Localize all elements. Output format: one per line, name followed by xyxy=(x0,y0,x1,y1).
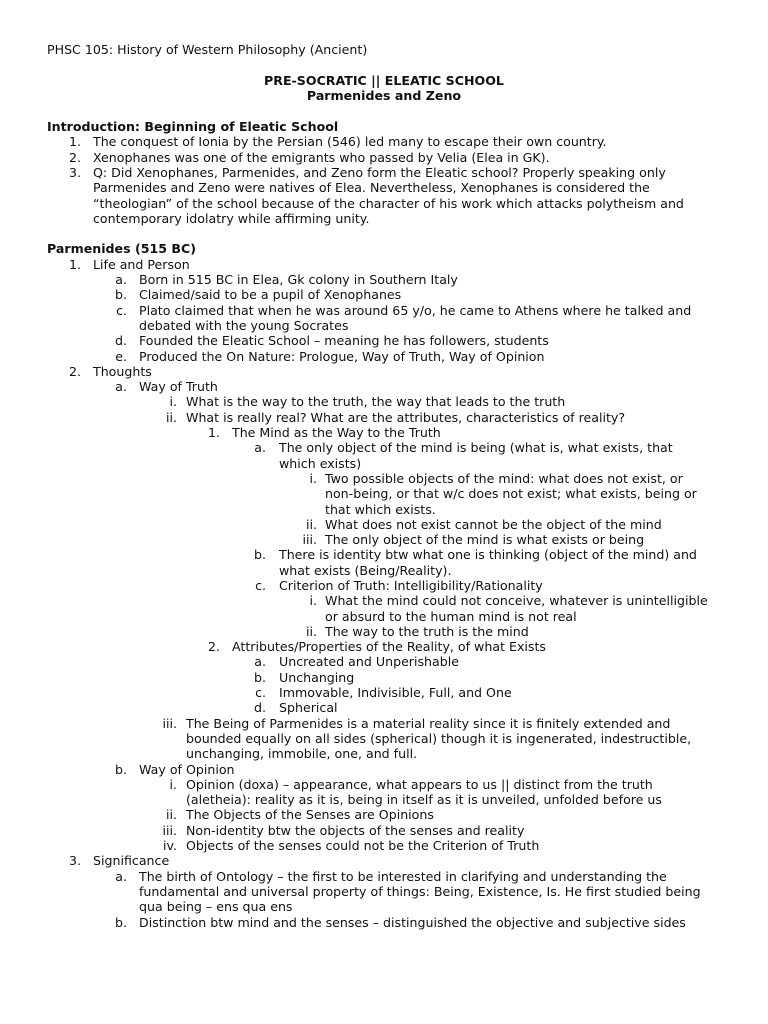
significance-item-text: qua being – ens qua ens xyxy=(139,899,293,914)
life-item-text: Plato claimed that when he was around 65 y/o, he came to Athens where he talked and xyxy=(139,303,692,318)
mind-subsection-text: The Mind as the Way to the Truth xyxy=(232,425,441,440)
attribute-item-marker: d. xyxy=(254,700,266,715)
opinion-item-text: Objects of the senses could not be the Criterion of Truth xyxy=(186,838,540,853)
mind-subitem-text: The only object of the mind is what exists or being xyxy=(325,532,645,547)
truth-item-marker: i. xyxy=(169,394,177,409)
life-item-marker: a. xyxy=(115,272,127,287)
attribute-item-marker: c. xyxy=(255,685,266,700)
intro-item-text: contemporary idolatry while affirming unity. xyxy=(93,211,370,226)
document-title: PRE-SOCRATIC || ELEATIC SCHOOL xyxy=(264,73,504,88)
significance-item-marker: a. xyxy=(115,869,127,884)
mind-item-text: Criterion of Truth: Intelligibility/Rationality xyxy=(279,578,543,593)
mind-subitem-text: The way to the truth is the mind xyxy=(325,624,529,639)
life-item-marker: b. xyxy=(115,287,127,302)
significance-item-text: The birth of Ontology – the first to be interested in clarifying and understanding the xyxy=(139,869,667,884)
mind-item-text: There is identity btw what one is thinking (object of the mind) and xyxy=(279,547,697,562)
intro-item-marker: 2. xyxy=(68,150,81,165)
life-item-text: debated with the young Socrates xyxy=(139,318,349,333)
attributes-subsection-text: Attributes/Properties of the Reality, of what Exists xyxy=(232,639,546,654)
mind-subitem-text: Two possible objects of the mind: what does not exist, or xyxy=(325,471,683,486)
truth-item-text: bounded equally on all sides (spherical) though it is ingenerated, indestructible, xyxy=(186,731,692,746)
life-item-text: Claimed/said to be a pupil of Xenophanes xyxy=(139,287,402,302)
significance-item-text: fundamental and universal property of things: Being, Existence, Is. He first studied being xyxy=(139,884,701,899)
life-item-marker: d. xyxy=(115,333,127,348)
opinion-item-text: The Objects of the Senses are Opinions xyxy=(186,807,434,822)
mind-subitem-text: non-being, or that w/c does not exist; what exists, being or xyxy=(325,486,697,501)
mind-item-text: The only object of the mind is being (what is, what exists, that xyxy=(279,440,673,455)
attribute-item-text: Immovable, Indivisible, Full, and One xyxy=(279,685,512,700)
life-section-marker: 1. xyxy=(68,257,81,272)
life-item-text: Founded the Eleatic School – meaning he has followers, students xyxy=(139,333,549,348)
intro-item-marker: 3. xyxy=(68,165,81,180)
intro-item-text: The conquest of Ionia by the Persian (546) led many to escape their own country. xyxy=(93,134,607,149)
intro-item-marker: 1. xyxy=(68,134,81,149)
life-section-text: Life and Person xyxy=(93,257,190,272)
life-item-text: Born in 515 BC in Elea, Gk colony in Southern Italy xyxy=(139,272,458,287)
mind-subitem-text: What does not exist cannot be the object of the mind xyxy=(325,517,662,532)
opinion-item-text: Opinion (doxa) – appearance, what appears to us || distinct from the truth xyxy=(186,777,653,792)
truth-item-text: The Being of Parmenides is a material reality since it is finitely extended and xyxy=(186,716,671,731)
truth-item-marker: iii. xyxy=(162,716,177,731)
significance-item-text: Distinction btw mind and the senses – distinguished the objective and subjective sides xyxy=(139,915,686,930)
intro-item-text: “theologian” of the school because of the character of his work which attacks polytheism and xyxy=(93,196,684,211)
truth-item-marker: ii. xyxy=(165,410,177,425)
significance-section-marker: 3. xyxy=(68,853,81,868)
mind-item-marker: b. xyxy=(254,547,266,562)
opinion-item-text: (aletheia): reality as it is, being in itself as it is unveiled, unfolded before us xyxy=(186,792,662,807)
opinion-item-marker: i. xyxy=(169,777,177,792)
mind-item-text: which exists) xyxy=(279,456,362,471)
way-of-opinion-marker: b. xyxy=(115,762,127,777)
course-header: PHSC 105: History of Western Philosophy (Ancient) xyxy=(47,42,368,57)
mind-subitem-marker: ii. xyxy=(305,624,317,639)
attribute-item-marker: a. xyxy=(254,654,266,669)
mind-subitem-marker: i. xyxy=(309,593,317,608)
thoughts-section-marker: 2. xyxy=(68,364,81,379)
truth-item-text: What is the way to the truth, the way that leads to the truth xyxy=(186,394,566,409)
mind-subitem-marker: i. xyxy=(309,471,317,486)
opinion-item-marker: iv. xyxy=(163,838,177,853)
mind-subitem-text: that which exists. xyxy=(325,502,436,517)
intro-heading: Introduction: Beginning of Eleatic School xyxy=(47,119,339,134)
mind-item-marker: a. xyxy=(254,440,266,455)
attribute-item-marker: b. xyxy=(254,670,266,685)
attribute-item-text: Unchanging xyxy=(279,670,355,685)
life-item-text: Produced the On Nature: Prologue, Way of Truth, Way of Opinion xyxy=(139,349,545,364)
life-item-marker: e. xyxy=(115,349,127,364)
way-of-opinion-text: Way of Opinion xyxy=(139,762,235,777)
opinion-item-marker: ii. xyxy=(165,807,177,822)
significance-item-marker: b. xyxy=(115,915,127,930)
mind-subsection-marker: 1. xyxy=(207,425,220,440)
life-item-marker: c. xyxy=(116,303,127,318)
mind-item-marker: c. xyxy=(255,578,266,593)
attribute-item-text: Uncreated and Unperishable xyxy=(279,654,459,669)
truth-item-text: unchanging, immobile, one, and full. xyxy=(186,746,418,761)
mind-subitem-text: or absurd to the human mind is not real xyxy=(325,609,577,624)
mind-subitem-marker: ii. xyxy=(305,517,317,532)
opinion-item-marker: iii. xyxy=(162,823,177,838)
way-of-truth-marker: a. xyxy=(115,379,127,394)
mind-subitem-marker: iii. xyxy=(302,532,317,547)
attribute-item-text: Spherical xyxy=(279,700,338,715)
opinion-item-text: Non-identity btw the objects of the senses and reality xyxy=(186,823,525,838)
intro-item-text: Q: Did Xenophanes, Parmenides, and Zeno form the Eleatic school? Properly speaking only xyxy=(93,165,666,180)
mind-subitem-text: What the mind could not conceive, whatever is unintelligible xyxy=(325,593,708,608)
mind-item-text: what exists (Being/Reality). xyxy=(279,563,452,578)
thoughts-section-text: Thoughts xyxy=(93,364,152,379)
intro-item-text: Xenophanes was one of the emigrants who passed by Velia (Elea in GK). xyxy=(93,150,550,165)
significance-section-text: Significance xyxy=(93,853,170,868)
intro-item-text: Parmenides and Zeno were natives of Elea. Nevertheless, Xenophanes is considered the xyxy=(93,180,650,195)
parmenides-heading: Parmenides (515 BC) xyxy=(47,241,197,256)
attributes-subsection-marker: 2. xyxy=(207,639,220,654)
way-of-truth-text: Way of Truth xyxy=(139,379,218,394)
truth-item-text: What is really real? What are the attributes, characteristics of reality? xyxy=(186,410,626,425)
document-subtitle: Parmenides and Zeno xyxy=(306,88,462,103)
